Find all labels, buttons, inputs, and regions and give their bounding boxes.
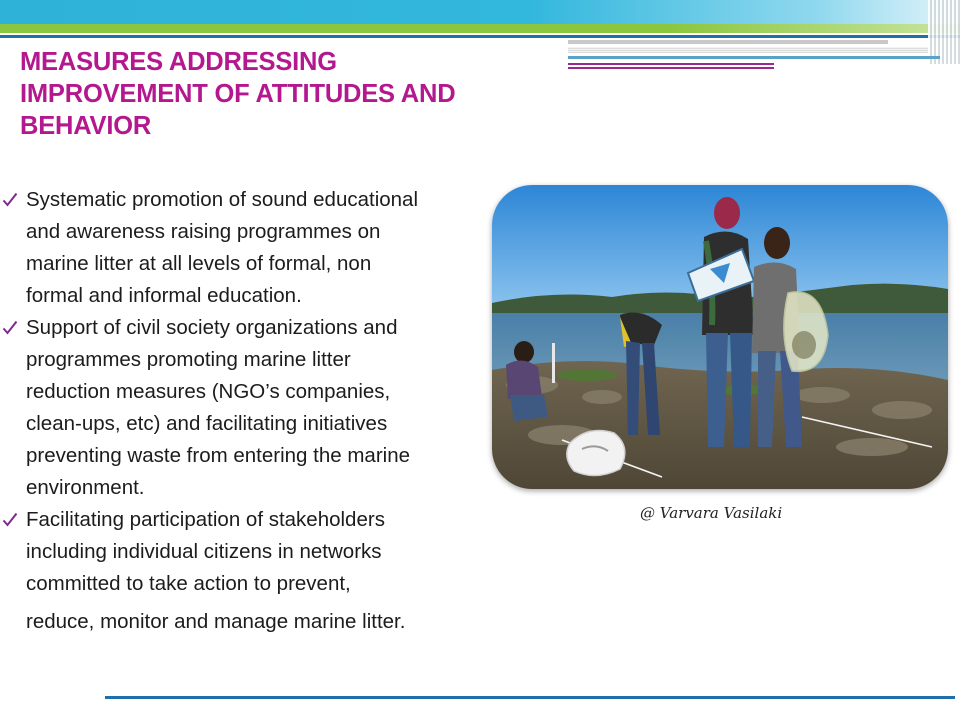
list-item-line: committed to take action to prevent, (26, 572, 351, 595)
header-band-blue (0, 0, 960, 24)
list-item-line: formal and informal education. (26, 284, 302, 307)
slide-title-line: IMPROVEMENT OF ATTITUDES AND (20, 80, 456, 108)
checkmark-icon (2, 511, 18, 529)
list-item (2, 184, 498, 312)
photo-credit: @ Varvara Vasilaki (640, 504, 783, 522)
deco-line-purple (568, 63, 774, 65)
list-item-line: preventing waste from entering the marine (26, 444, 411, 467)
list-item-line: reduce, monitor and manage marine litter. (26, 610, 406, 633)
list-item-line: Support of civil society organizations and (26, 316, 398, 339)
deco-line-purple-2 (568, 67, 774, 69)
list-item (2, 504, 498, 638)
list-item-line: programmes promoting marine litter (26, 348, 351, 371)
list-item-line: Facilitating participation of stakeholders (26, 508, 385, 531)
deco-line-blue (568, 56, 940, 59)
list-item-line: environment. (26, 476, 145, 499)
header-rule (0, 35, 960, 38)
list-item-line: marine litter at all levels of formal, non (26, 252, 372, 275)
list-item-line: clean-ups, etc) and facilitating initiatives (26, 412, 388, 435)
list-item-line: reduction measures (NGO’s companies, (26, 380, 391, 403)
deco-line-gray-textured (568, 47, 928, 53)
slide-title-line: BEHAVIOR (20, 112, 152, 140)
list-item-line: and awareness raising programmes on (26, 220, 381, 243)
slide-title (20, 46, 540, 142)
deco-line-gray (568, 40, 888, 44)
header-stripes (928, 0, 960, 64)
list-item-line: including individual citizens in networks (26, 540, 382, 563)
slide-title-line: MEASURES ADDRESSING (20, 48, 337, 76)
measures-list (2, 184, 498, 638)
checkmark-icon (2, 191, 18, 209)
beach-cleanup-photo (492, 185, 948, 489)
list-item-line: Systematic promotion of sound educational (26, 188, 419, 211)
checkmark-icon (2, 319, 18, 337)
list-item (2, 312, 498, 504)
footer-rule (105, 696, 955, 699)
header-band-green (0, 24, 960, 33)
